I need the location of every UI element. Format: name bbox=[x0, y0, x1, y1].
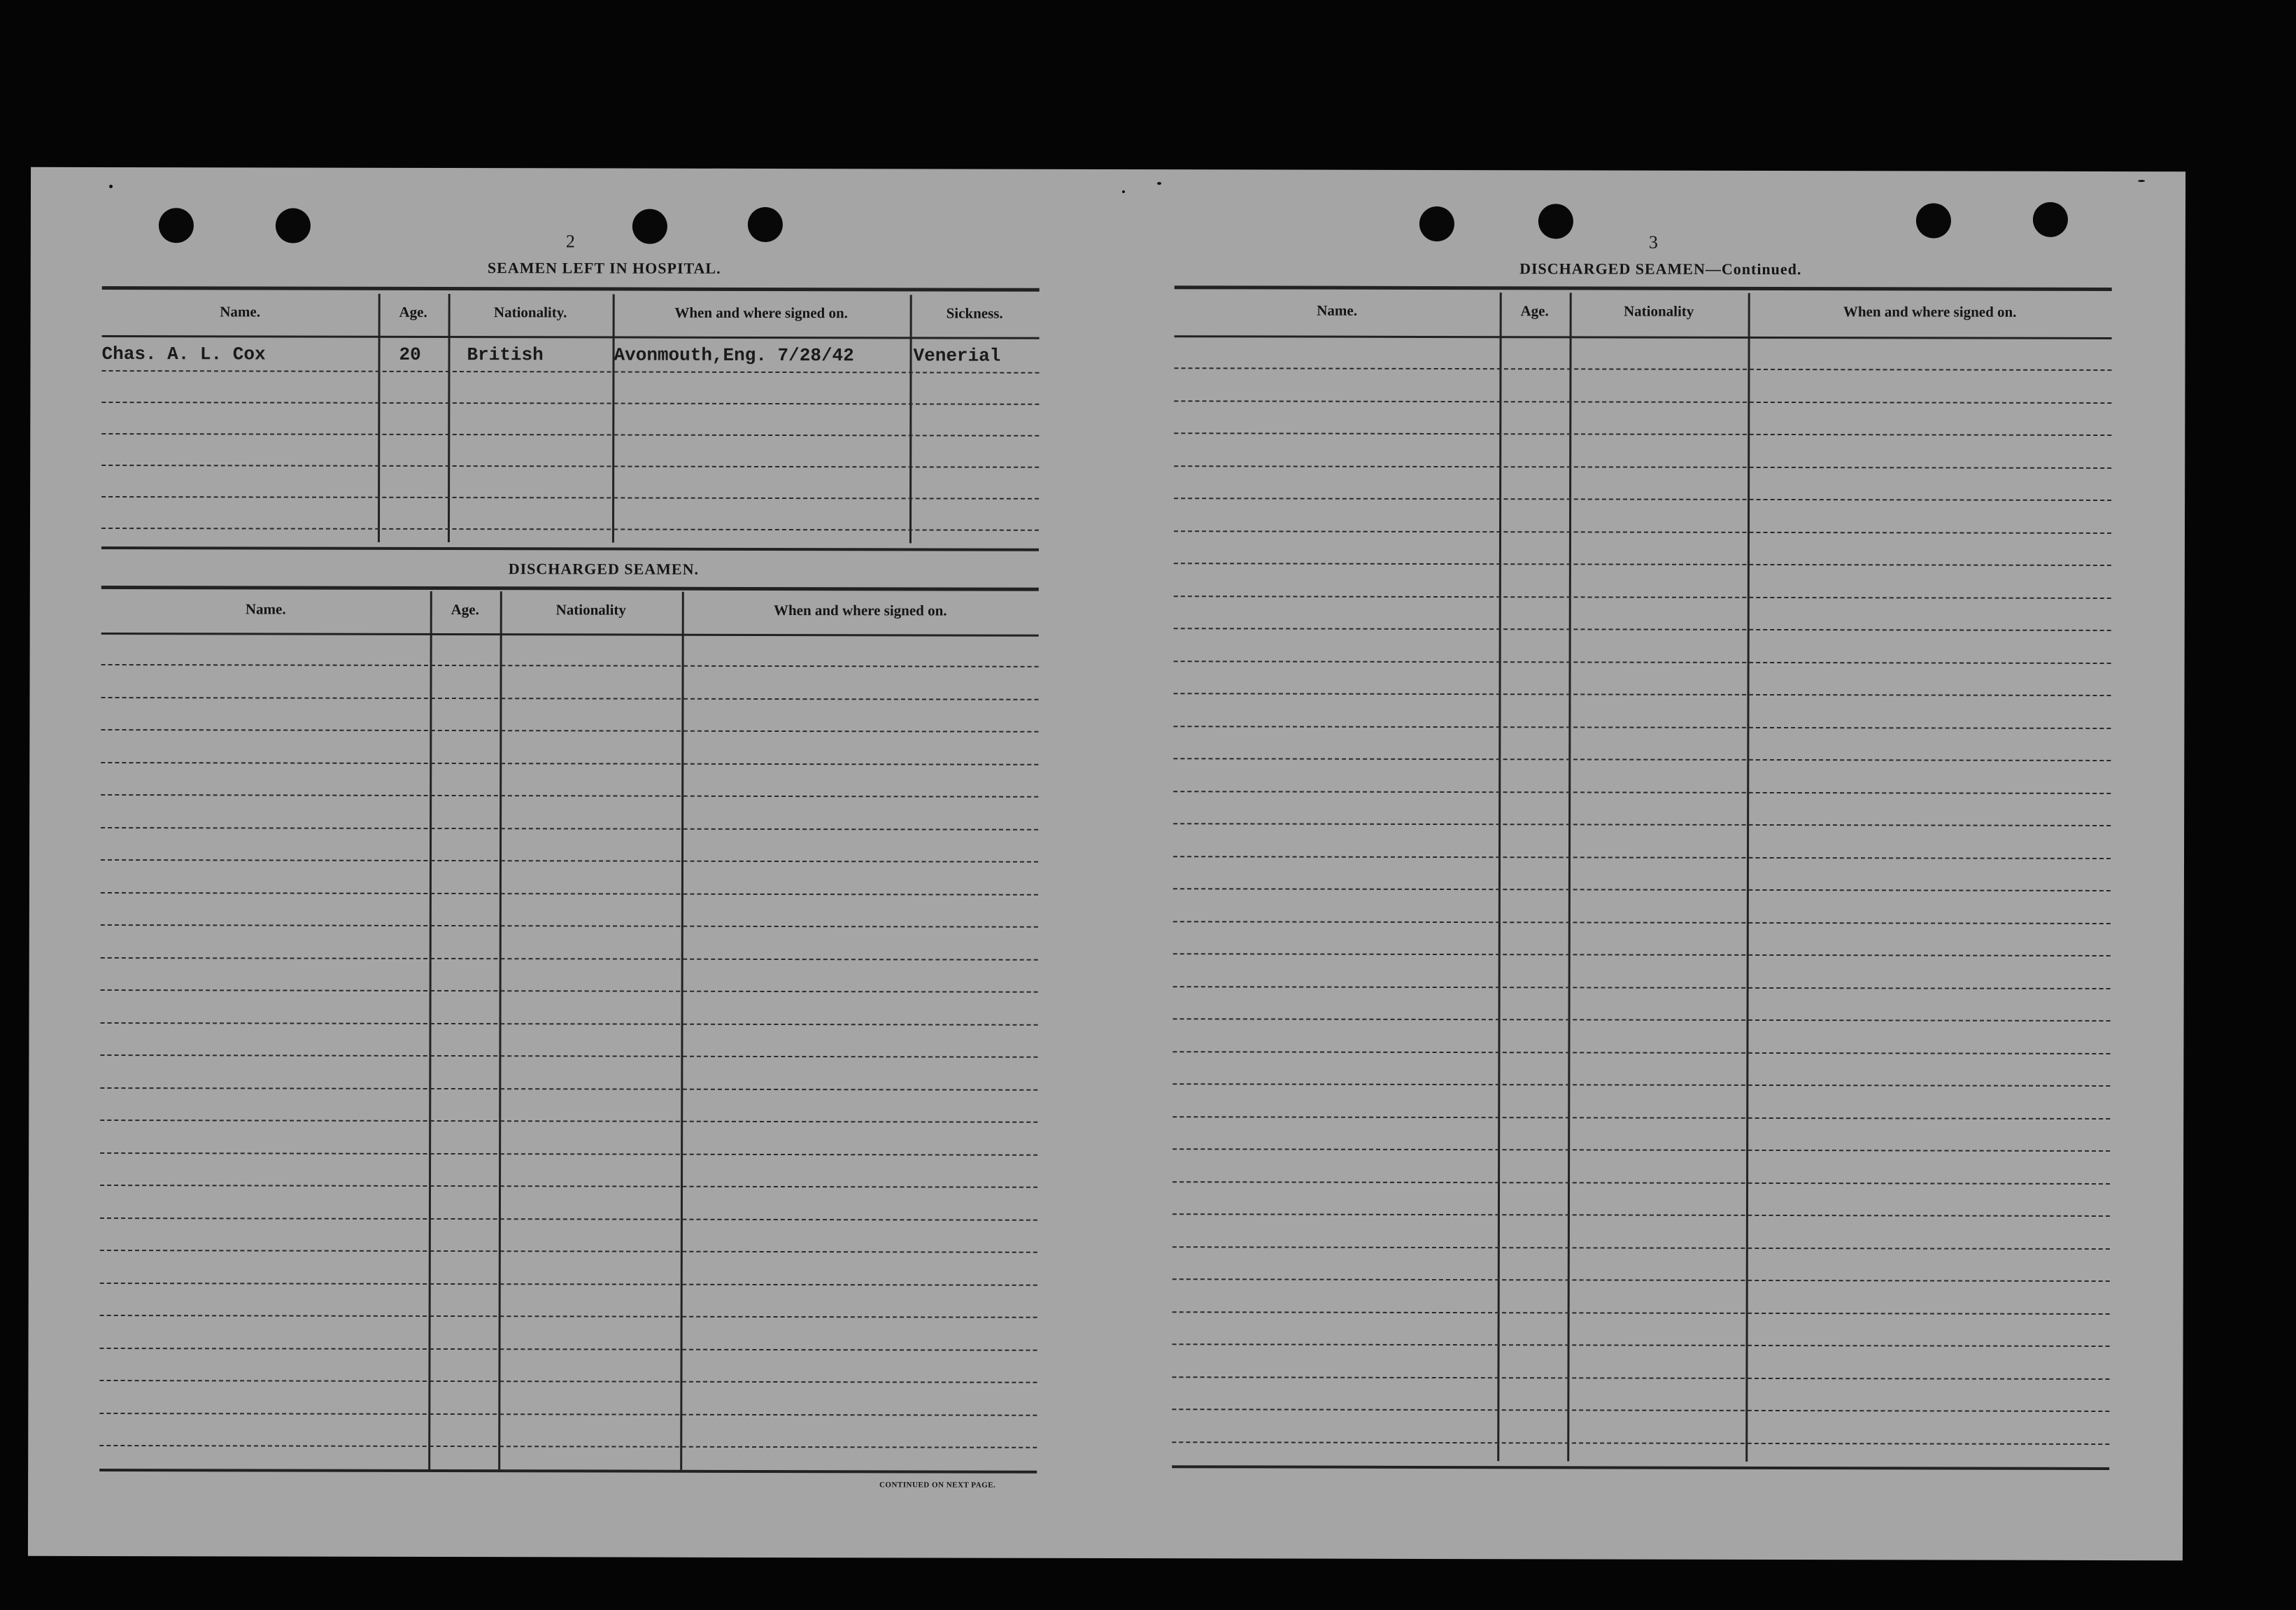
dust-speck bbox=[1122, 190, 1125, 193]
column-divider bbox=[1497, 292, 1501, 1461]
column-header-signed-on: When and where signed on. bbox=[674, 304, 848, 322]
row-line bbox=[101, 924, 1038, 928]
form-sheet bbox=[28, 167, 2185, 1560]
row-line bbox=[1173, 758, 2111, 761]
hospital-row-sickness: Venerial bbox=[913, 345, 1001, 367]
row-line bbox=[1172, 1083, 2110, 1087]
row-line bbox=[1172, 1343, 2110, 1347]
row-line bbox=[1174, 595, 2111, 599]
row-line bbox=[101, 891, 1038, 895]
row-line bbox=[1172, 1441, 2109, 1445]
row-line bbox=[1173, 1018, 2111, 1022]
row-line bbox=[101, 956, 1038, 960]
discharged-table-right bbox=[1172, 292, 2112, 1476]
row-line bbox=[1174, 497, 2111, 501]
header-underline bbox=[102, 335, 1040, 339]
hospital-row-name: Chas. A. L. Cox bbox=[101, 343, 266, 365]
punch-hole bbox=[1538, 204, 1573, 239]
discharged-table-left bbox=[99, 591, 1039, 1474]
row-line bbox=[1172, 1246, 2110, 1250]
column-header-name: Name. bbox=[245, 600, 286, 618]
row-line bbox=[1174, 693, 2111, 696]
header-underline bbox=[1175, 335, 2112, 339]
punch-hole bbox=[748, 207, 783, 242]
row-line bbox=[101, 402, 1039, 405]
discharged-section-title: DISCHARGED SEAMEN. bbox=[508, 560, 700, 578]
punch-hole bbox=[2033, 202, 2068, 237]
row-line bbox=[100, 1282, 1037, 1285]
top-rule-left bbox=[102, 286, 1040, 292]
column-header-age: Age. bbox=[399, 303, 427, 320]
row-line bbox=[100, 1054, 1037, 1058]
row-line bbox=[101, 664, 1039, 668]
column-header-age: Age. bbox=[1520, 302, 1549, 320]
column-header-sickness: Sickness. bbox=[946, 304, 1003, 322]
column-header-signed-on: When and where signed on. bbox=[773, 602, 947, 619]
row-line bbox=[1174, 628, 2111, 631]
row-line bbox=[1174, 530, 2111, 534]
row-line bbox=[101, 729, 1038, 733]
row-line bbox=[1174, 367, 2111, 371]
row-line bbox=[1174, 432, 2111, 436]
punch-hole bbox=[276, 209, 311, 243]
continued-note: CONTINUED ON NEXT PAGE. bbox=[879, 1481, 996, 1490]
row-line bbox=[1173, 856, 2111, 859]
row-line bbox=[1172, 1311, 2110, 1315]
row-line bbox=[99, 1380, 1037, 1383]
page-number-right: 3 bbox=[1648, 232, 1659, 253]
row-line bbox=[100, 1315, 1037, 1318]
row-line bbox=[101, 1022, 1038, 1025]
column-header-name: Name. bbox=[220, 303, 261, 320]
punch-hole bbox=[159, 208, 194, 243]
row-line bbox=[101, 761, 1038, 765]
row-line bbox=[101, 465, 1039, 468]
row-line bbox=[1172, 1051, 2110, 1054]
hospital-table bbox=[101, 293, 1040, 547]
column-divider bbox=[498, 591, 502, 1469]
page-number-left: 2 bbox=[565, 231, 576, 252]
row-line bbox=[101, 696, 1038, 700]
row-line bbox=[1172, 1408, 2109, 1412]
row-line bbox=[101, 859, 1038, 863]
row-line bbox=[99, 1412, 1037, 1415]
column-divider bbox=[378, 294, 381, 542]
column-header-signed-on: When and where signed on. bbox=[1843, 303, 2017, 320]
row-line bbox=[100, 1185, 1037, 1188]
section-rule bbox=[101, 546, 1039, 551]
punch-hole bbox=[632, 209, 667, 244]
hospital-row-signed-on: Avonmouth,Eng. 7/28/42 bbox=[614, 344, 854, 367]
row-line bbox=[101, 370, 1039, 374]
row-line bbox=[101, 496, 1039, 500]
column-divider bbox=[428, 591, 432, 1469]
row-line bbox=[1173, 986, 2111, 989]
row-line bbox=[1172, 1181, 2110, 1185]
row-line bbox=[100, 1120, 1037, 1123]
row-line bbox=[1172, 1116, 2110, 1120]
row-line bbox=[100, 1217, 1037, 1220]
header-underline bbox=[101, 633, 1039, 637]
discharged-continued-title: DISCHARGED SEAMEN—Continued. bbox=[1519, 260, 1802, 278]
row-line bbox=[100, 1347, 1037, 1350]
row-line bbox=[99, 1445, 1037, 1448]
hospital-row-age: 20 bbox=[399, 344, 421, 365]
column-header-nationality: Nationality bbox=[1623, 302, 1694, 320]
row-line bbox=[1172, 1278, 2110, 1282]
row-line bbox=[1173, 888, 2111, 891]
column-header-age: Age. bbox=[451, 601, 479, 619]
row-line bbox=[100, 1152, 1037, 1155]
column-header-name: Name. bbox=[1317, 302, 1358, 319]
column-header-nationality: Nationality bbox=[555, 601, 626, 619]
column-divider bbox=[1745, 293, 1750, 1462]
row-line bbox=[1172, 1213, 2110, 1217]
row-line bbox=[1174, 563, 2111, 566]
row-line bbox=[101, 794, 1038, 798]
dust-speck bbox=[1157, 182, 1161, 185]
row-line bbox=[101, 528, 1039, 531]
row-line bbox=[1174, 400, 2111, 404]
row-line bbox=[100, 1087, 1037, 1090]
row-line bbox=[101, 826, 1038, 830]
row-line bbox=[1172, 1148, 2110, 1152]
dust-speck bbox=[109, 185, 113, 188]
row-line bbox=[100, 1250, 1037, 1253]
row-line bbox=[1174, 465, 2111, 469]
row-line bbox=[1173, 921, 2111, 924]
column-header-nationality: Nationality. bbox=[493, 304, 567, 321]
row-line bbox=[1173, 823, 2111, 826]
punch-hole bbox=[1916, 203, 1951, 238]
row-line bbox=[1174, 661, 2111, 664]
column-divider bbox=[680, 592, 684, 1470]
column-divider bbox=[448, 294, 451, 542]
row-line bbox=[1172, 1376, 2109, 1380]
column-divider bbox=[1567, 292, 1571, 1461]
hospital-row-nationality: British bbox=[467, 344, 544, 366]
column-divider bbox=[612, 295, 615, 543]
top-rule-right bbox=[1175, 285, 2112, 291]
hospital-section-title: SEAMEN LEFT IN HOSPITAL. bbox=[487, 259, 721, 277]
row-line bbox=[1173, 953, 2111, 956]
row-line bbox=[1173, 726, 2111, 729]
column-divider bbox=[909, 295, 912, 543]
row-line bbox=[101, 989, 1038, 993]
punch-hole bbox=[1419, 206, 1454, 241]
row-line bbox=[101, 433, 1039, 437]
row-line bbox=[1173, 791, 2111, 794]
dust-speck bbox=[2138, 180, 2145, 182]
